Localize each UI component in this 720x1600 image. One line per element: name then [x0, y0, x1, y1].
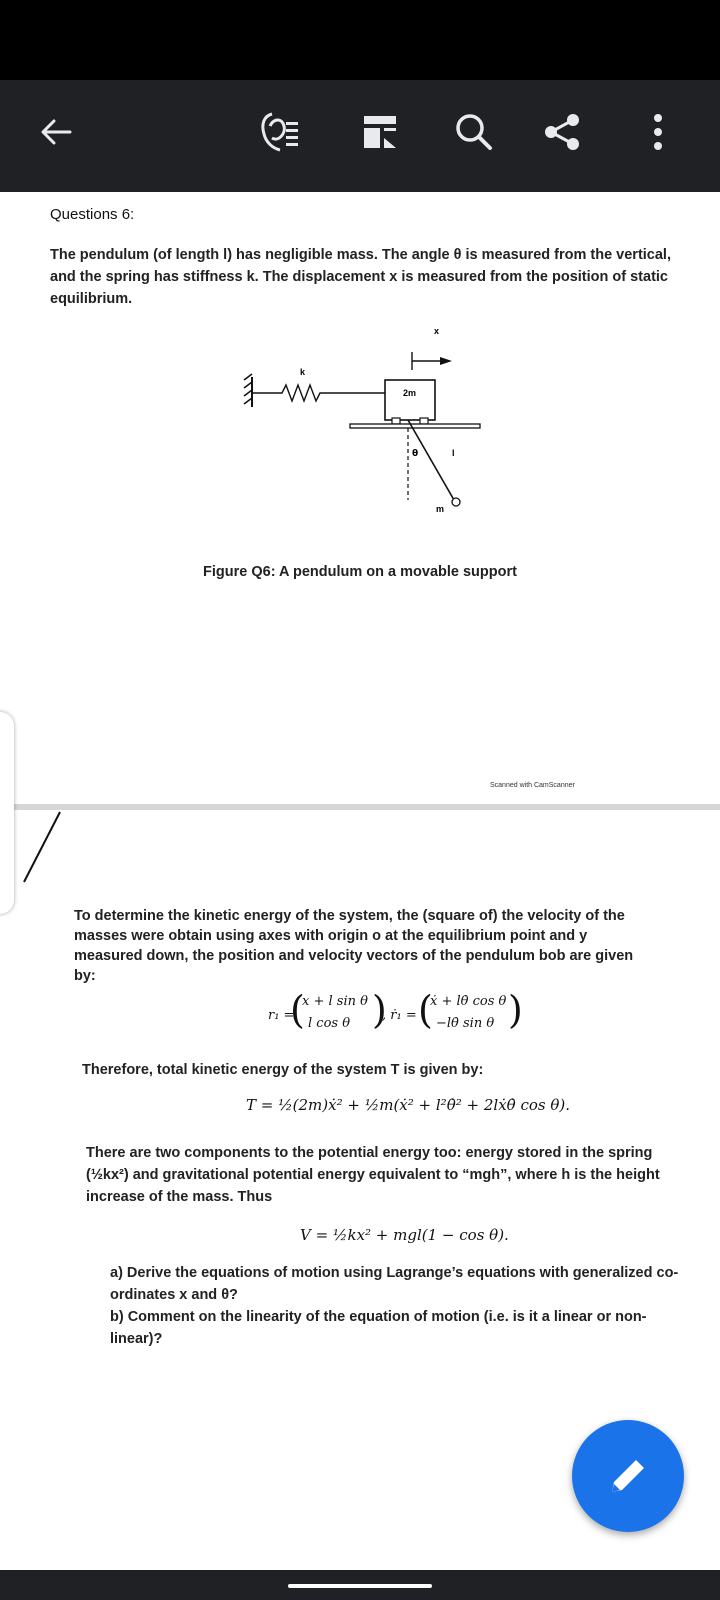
label-k: k [300, 367, 306, 377]
status-bar [0, 0, 720, 80]
vec-v-bottom: −lθ̇ sin θ [436, 1016, 495, 1031]
figure-caption: Figure Q6: A pendulum on a movable support [203, 564, 517, 580]
part-b: b) Comment on the linearity of the equation of motion (i.e. is it a linear or non-linear)? [110, 1309, 647, 1347]
ke-text: Therefore, total kinetic energy of the system T is given by: [82, 1062, 484, 1078]
pe-equation: V = ½kx² + mgl(1 − cos θ). [300, 1226, 509, 1244]
label-l: l [452, 448, 455, 458]
label-m: m [436, 504, 445, 514]
share-button[interactable] [530, 100, 594, 164]
page-view-icon [358, 110, 402, 154]
intro-text: To determine the kinetic energy of the system, the (square of) the velocity of the masses were obtain using axes with origin o at the equilibrium point and y measured down, the position and velocity vectors of the pendulum bob are given by: [74, 908, 634, 984]
pendulum-figure [240, 322, 500, 532]
edit-button[interactable] [572, 1420, 684, 1532]
ke-equation: T = ½(2m)ẋ² + ½m(ẋ² + l²θ̇² + 2lẋθ̇ cos θ). [246, 1096, 570, 1114]
home-gesture-handle[interactable] [288, 1584, 432, 1588]
paren-right-1: ) [372, 988, 387, 1032]
vector-equation [268, 988, 523, 1046]
scan-edge-mark [20, 810, 70, 890]
reader-mode-icon [256, 108, 304, 156]
vec-r-top: x + l sin θ [302, 994, 368, 1009]
label-theta: θ [412, 449, 419, 459]
edge-panel-handle[interactable] [0, 712, 14, 914]
paren-left-1: ( [290, 988, 305, 1032]
question-text: The pendulum (of length l) has negligible mass. The angle θ is measured from the vertical, and the spring has stiffness k. The displacement x is measured from the position of static equilibrium. [50, 247, 671, 307]
vec-v-label: , ṙ₁ = [382, 1008, 417, 1023]
search-button[interactable] [442, 100, 506, 164]
paren-left-2: ( [418, 988, 433, 1032]
vec-v-top: ẋ + lθ̇ cos θ [430, 994, 507, 1009]
pe-text: There are two components to the potential energy too: energy stored in the spring (½kx²) and gravitational potential energy equivalent to “mgh”, where h is the height increase of the mass. Thus [86, 1145, 660, 1205]
page-view-button[interactable] [348, 100, 412, 164]
document-page-1 [0, 192, 720, 804]
part-a: a) Derive the equations of motion using Lagrange’s equations with generalized co-ordinates x and θ? [110, 1265, 679, 1303]
viewer-toolbar [0, 80, 720, 192]
paren-right-2: ) [508, 988, 523, 1032]
label-2m: 2m [403, 388, 417, 398]
question-title: Questions 6: [50, 206, 135, 223]
more-vert-icon [648, 110, 668, 154]
scanned-watermark: Scanned with CamScanner [490, 782, 575, 789]
vec-r-bottom: l cos θ [308, 1016, 351, 1031]
edit-pencil-icon [604, 1452, 652, 1500]
navigation-bar [0, 1570, 720, 1600]
share-icon [540, 110, 584, 154]
back-arrow-icon [36, 112, 76, 152]
label-x: x [434, 326, 440, 336]
more-options-button[interactable] [626, 100, 690, 164]
reader-mode-button[interactable] [248, 100, 312, 164]
search-icon [452, 110, 496, 154]
vec-r-label: r₁ = [268, 1008, 295, 1023]
back-button[interactable] [24, 100, 88, 164]
